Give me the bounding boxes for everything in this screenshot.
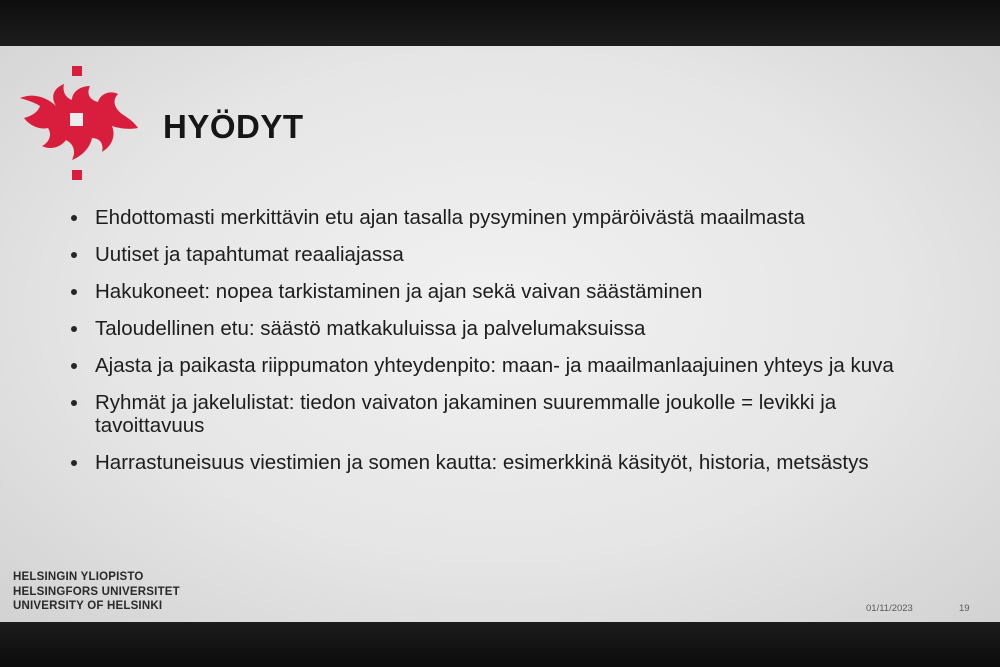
bullet-icon: [71, 252, 77, 258]
bullet-item: [68, 317, 948, 340]
bullet-text: Ajasta ja paikasta riippumaton yhteydenpito: maan- ja maailmanlaajuinen yhteys ja kuva: [95, 354, 894, 377]
slide-title: HYÖDYT: [163, 108, 304, 145]
university-name-english: UNIVERSITY OF HELSINKI: [13, 600, 163, 612]
bullet-text: Ryhmät ja jakelulistat: tiedon vaivaton jakaminen suuremmalle joukolle = levikki ja tavoittavuus: [95, 391, 837, 437]
bullet-text: Taloudellinen etu: säästö matkakuluissa ja palvelumaksuissa: [95, 317, 646, 340]
bullet-item: [68, 354, 948, 377]
bullet-text: Uutiset ja tapahtumat reaaliajassa: [95, 243, 404, 266]
slide-number: 19: [959, 603, 970, 614]
bullet-icon: [71, 400, 77, 406]
projection-frame-bottom: [0, 622, 1000, 667]
bullet-icon: [71, 215, 77, 221]
bullet-icon: [71, 363, 77, 369]
projection-frame-top: [0, 0, 1000, 46]
bullet-icon: [71, 460, 77, 466]
bullet-item: [68, 243, 948, 266]
bullet-icon: [71, 326, 77, 332]
presentation-slide: [0, 46, 1000, 622]
bullet-text: Harrastuneisuus viestimien ja somen kautta: esimerkkinä käsityöt, historia, metsästys: [95, 451, 869, 474]
bullet-item: [68, 206, 948, 229]
slide-date: 01/11/2023: [866, 603, 913, 614]
bullet-text: Ehdottomasti merkittävin etu ajan tasalla pysyminen ympäröivästä maailmasta: [95, 206, 805, 229]
bullet-list: [68, 206, 948, 488]
university-name-finnish: HELSINGIN YLIOPISTO: [13, 571, 144, 583]
bullet-text: Hakukoneet: nopea tarkistaminen ja ajan sekä vaivan säästäminen: [95, 280, 703, 303]
university-name: [13, 570, 180, 614]
university-logo-icon: [20, 66, 138, 180]
bullet-item: [68, 280, 948, 303]
university-name-swedish: HELSINGFORS UNIVERSITET: [13, 585, 180, 598]
bullet-item: [68, 391, 948, 437]
bullet-item: [68, 451, 948, 474]
bullet-icon: [71, 289, 77, 295]
